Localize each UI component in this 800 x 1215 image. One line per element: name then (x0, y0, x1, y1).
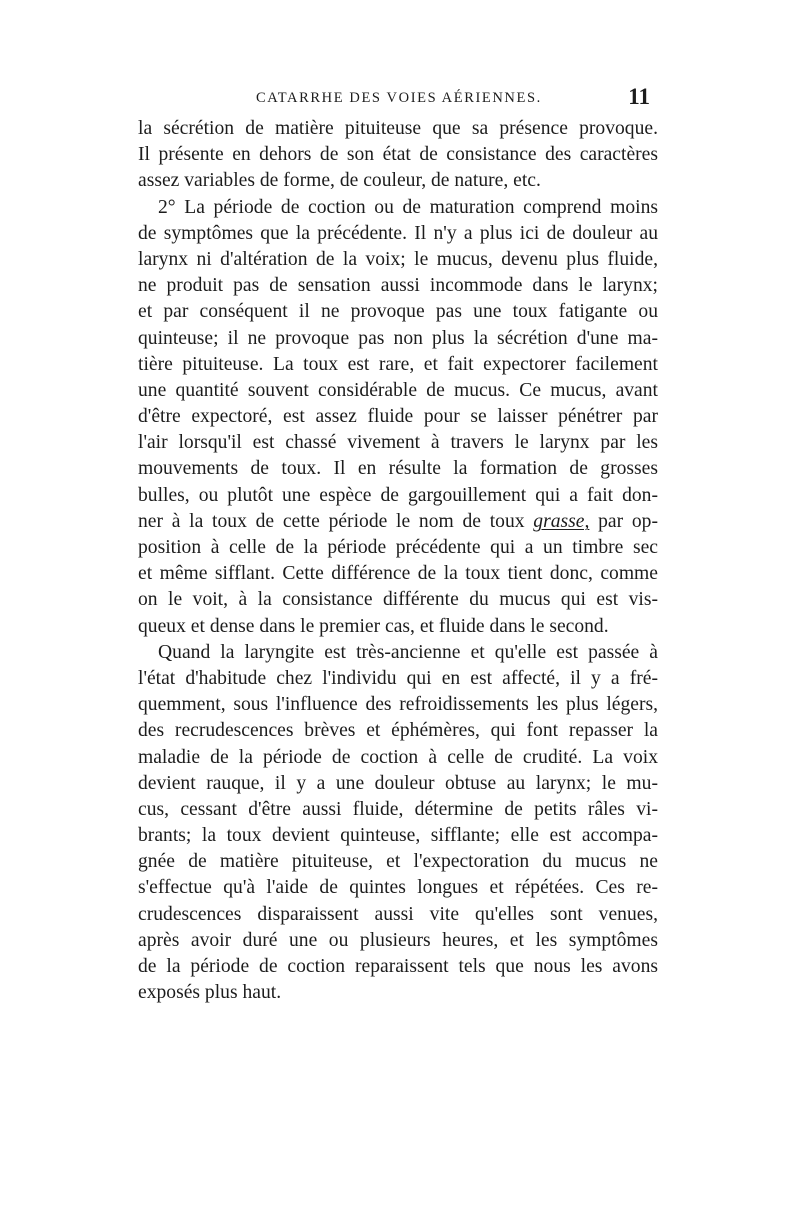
text-line: de symptômes que la précédente. Il n'y a plus ici de douleur au (138, 222, 658, 244)
running-title: CATARRHE DES VOIES AÉRIENNES. (256, 90, 542, 106)
text-line: maladie de la période de coction à celle de crudité. La voix (138, 746, 658, 768)
text-line: et même sifflant. Cette différence de la toux tient donc, comme (138, 563, 658, 585)
text-line: brants; la toux devient quinteuse, sifflante; elle est accompa- (138, 825, 658, 847)
text-line: tière pituiteuse. La toux est rare, et fait expectorer facilement (138, 353, 658, 375)
running-head (138, 86, 658, 116)
text-line: quinteuse; il ne provoque pas non plus la sécrétion d'une ma- (138, 327, 658, 349)
text-line: des recrudescences brèves et éphémères, qui font repasser la (138, 720, 658, 742)
text-line: une quantité souvent considérable de mucus. Ce mucus, avant (138, 379, 658, 401)
text-line: gnée de matière pituiteuse, et l'expectoration du mucus ne (138, 851, 658, 873)
text-line: d'être expectoré, est assez fluide pour se laisser pénétrer par (138, 406, 658, 428)
text-line: quemment, sous l'influence des refroidissements les plus légers, (138, 694, 658, 716)
body-text (138, 116, 658, 1006)
text-line: larynx ni d'altération de la voix; le mucus, devenu plus fluide, (138, 248, 658, 270)
text-line: exposés plus haut. (138, 982, 282, 1004)
emphasized-term: grasse, (533, 510, 590, 532)
text-segment: par op- (598, 510, 658, 532)
text-line: l'air lorsqu'il est chassé vivement à travers le larynx par les (138, 432, 658, 454)
text-line: bulles, ou plutôt une espèce de gargouillement qui a fait don- (138, 484, 658, 506)
text-line: position à celle de la période précédente qui a un timbre sec (138, 537, 658, 558)
text-segment: ner à la toux de cette période le nom de toux (138, 510, 525, 532)
text-line: après avoir duré une ou plusieurs heures, et les symptômes (138, 929, 658, 951)
text-line (138, 509, 658, 535)
text-line: l'état d'habitude chez l'individu qui en est affecté, il y a fré- (138, 667, 658, 689)
text-line: et par conséquent il ne provoque pas une toux fatigante ou (138, 301, 658, 323)
text-line: la sécrétion de matière pituiteuse que sa présence provoque. (138, 118, 658, 139)
text-line: s'effectue qu'à l'aide de quintes longues et répétées. Ces re- (138, 877, 658, 899)
text-line: de la période de coction reparaissent tels que nous les avons (138, 956, 658, 977)
text-line: 2° La période de coction ou de maturation comprend moins (158, 196, 658, 218)
page-number: 11 (628, 84, 650, 109)
text-line: mouvements de toux. Il en résulte la formation de grosses (138, 458, 658, 480)
text-line: crudescences disparaissent aussi vite qu'elles sont venues, (138, 903, 658, 925)
text-line: assez variables de forme, de couleur, de nature, etc. (138, 170, 541, 192)
text-line: devient rauque, il y a une douleur obtuse au larynx; le mu- (138, 772, 658, 794)
text-line: Quand la laryngite est très-ancienne et qu'elle est passée à (158, 641, 658, 663)
text-line: cus, cessant d'être aussi fluide, détermine de petits râles vi- (138, 798, 658, 820)
text-line: ne produit pas de sensation aussi incommode dans le larynx; (138, 275, 658, 297)
text-line: Il présente en dehors de son état de consistance des caractères (138, 144, 658, 166)
text-line: queux et dense dans le premier cas, et fluide dans le second. (138, 615, 609, 637)
text-line: on le voit, à la consistance différente du mucus qui est vis- (138, 589, 658, 611)
